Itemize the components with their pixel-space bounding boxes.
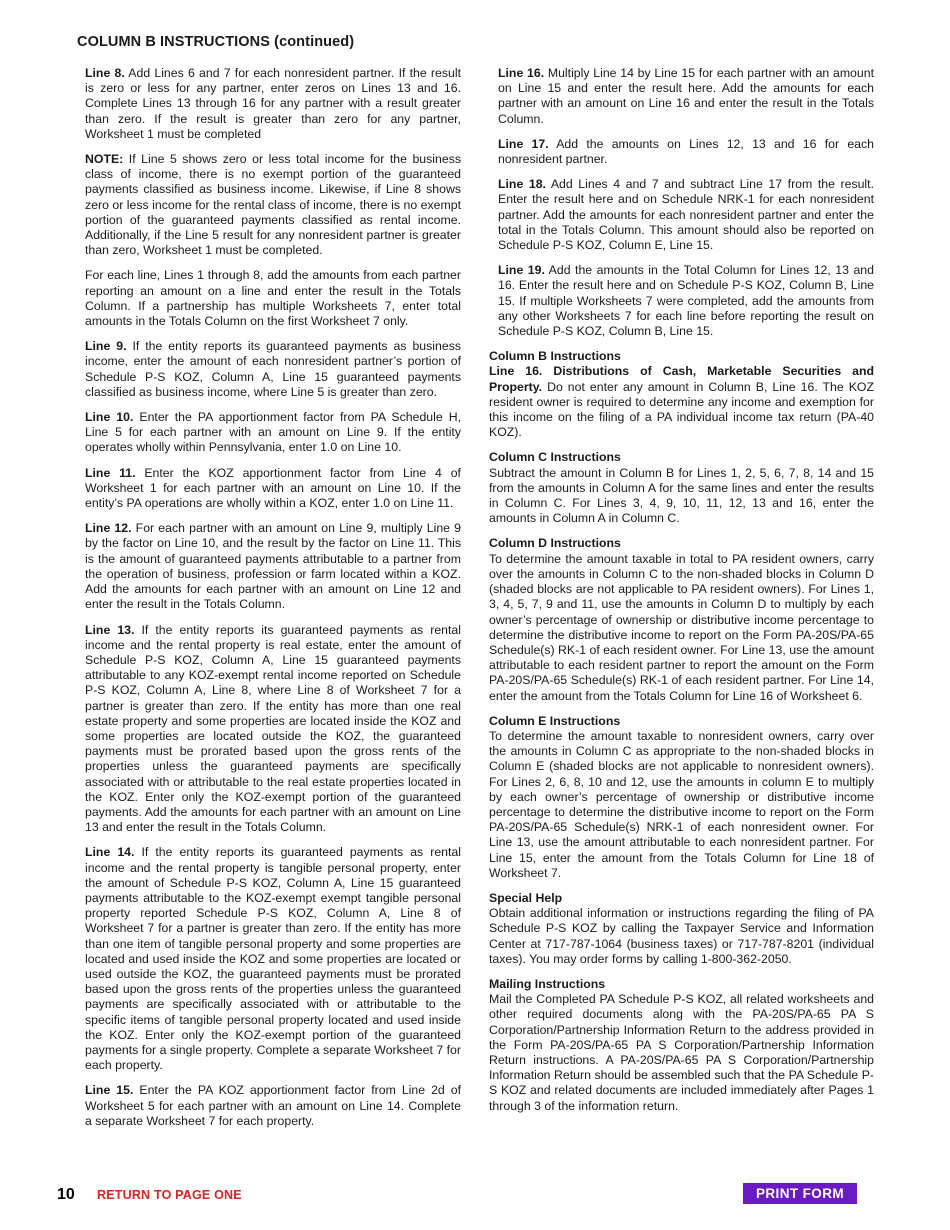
line-text: Add the amounts in the Total Column for Lines 12, 13 and 16. Enter the result here and on Schedule P-S KOZ, Column B, Line 15. If multiple Worksheets 7 were completed, add the amounts from any other Worksheets 7 for each line before reporting the result on Schedule P-S KOZ, Column B, Line 15. (498, 263, 874, 339)
note-text: If Line 5 shows zero or less total income for the business class of income, there is no exempt portion of the guaranteed payments classified as business income. Likewise, if Line 8 shows zero or less income for the rental class of income, there is no exempt portion of the guaranteed payments classified as rental income. Additionally, if the Line 5 result for any nonresident partner is greater than zero, Worksheet 1 must be completed. (85, 152, 461, 258)
instruction-line-18 (489, 177, 874, 253)
line-text: Add Lines 6 and 7 for each nonresident partner. If the result is zero or less for any partner, enter zeros on Lines 13 and 16. Complete Lines 13 through 16 for any partner with a result greater than zero. If the result is greater than zero for any partner, Worksheet 1 must be completed (85, 66, 461, 141)
note-paragraph (85, 152, 461, 258)
paragraph-text: For each line, Lines 1 through 8, add the amounts from each partner reporting an amount on a line and enter the result in the Totals Column. If a partnership has multiple Worksheets 7, enter total amounts in the Totals Column on the first Worksheet 7 only. (85, 268, 461, 329)
section-heading: Special Help (489, 890, 563, 905)
line-label: Line 11. (85, 465, 136, 480)
page-number: 10 (57, 1186, 75, 1203)
line-label: Line 8. (85, 66, 125, 80)
right-column (489, 66, 874, 1124)
section-heading: Column D Instructions (489, 536, 621, 551)
totals-paragraph (85, 268, 461, 329)
section-text: To determine the amount taxable in total to PA resident owners, carry over the amounts in Column C to the non-shaded blocks in Column D (shaded blocks are not applicable to PA resident owners). For Lines 1, 3, 4, 5, 7, 9 and 11, use the amounts in Column D to multiply by each owner’s percentage of ownership or distributive income percentage to determine the distributive income to report on the Form PA-20S/PA-65 Schedule(s) RK-1 of each resident owner. For Line 13, use the amount attributable to each resident partner to report the amount on the Form PA-20S/PA-65 Schedule(s) RK-1 of each resident partner. For Line 14, enter the amount from the Totals Column for Line 16 of Worksheet 6. (489, 551, 874, 703)
line-text: Add Lines 4 and 7 and subtract Line 17 from the result. Enter the result here and on Schedule NRK-1 for each nonresident partner. Add the amounts for each nonresident partner and enter the total in the Totals Column. This amount should also be reported on Schedule P-S KOZ, Column E, Line 15. (498, 177, 874, 253)
line-label: Line 15. (85, 1083, 134, 1098)
line-label: Line 13. (85, 622, 135, 637)
line-label: Line 17. (498, 136, 549, 151)
section-heading: Column E Instructions (489, 713, 621, 728)
line-text: For each partner with an amount on Line 9, multiply Line 9 by the factor on Line 10, and the result by the factor on Line 11. This is the amount of guaranteed payments attributable to a partner from the operation of business, profession or farm located within a KOZ. Add the amounts for each partner with an amount on Line 12 and enter the result in the Totals Column. (85, 521, 461, 612)
line-label: Line 18. (498, 177, 546, 192)
instruction-line-10 (85, 410, 461, 456)
instruction-line-17 (489, 137, 874, 167)
section-heading: Column C Instructions (489, 450, 621, 465)
instruction-line-12 (85, 521, 461, 612)
column-c-section (489, 450, 874, 526)
instruction-line-14 (85, 845, 461, 1073)
return-to-page-one-link[interactable]: RETURN TO PAGE ONE (97, 1188, 242, 1202)
section-body (489, 364, 874, 440)
line-text: Multiply Line 14 by Line 15 for each partner with an amount on Line 15 and enter the result here. Add the amounts for each partner with an amount on Line 16 and enter the result in the Totals Column. (498, 66, 874, 126)
column-d-section (489, 536, 874, 703)
instruction-line-13 (85, 623, 461, 836)
instruction-line-8 (85, 66, 461, 142)
section-text: Do not enter any amount in Column B, Line 16. The KOZ resident owner is required to determine any income and exemption for this income on the filing of a PA individual income tax return (PA-40 KOZ). (489, 379, 874, 440)
special-help-section (489, 891, 874, 967)
section-text: Subtract the amount in Column B for Lines 1, 2, 5, 6, 7, 8, 14 and 15 from the amounts in Column A for the same lines and enter the results in Column C. For Lines 3, 4, 9, 10, 11, 12, 13 and 16, enter the amounts in Column A in Column C. (489, 465, 874, 526)
line-text: Enter the PA apportionment factor from PA Schedule H, Line 5 for each partner with an amount on Line 9. If the entity operates wholly within Pennsylvania, enter 1.0 on Line 10. (85, 410, 461, 455)
instruction-line-15 (85, 1083, 461, 1129)
section-text: To determine the amount taxable to nonresident owners, carry over the amounts in Column C as appropriate to the non-shaded blocks in Column E (shaded blocks are not applicable to nonresident owners). For Lines 2, 6, 8, 10 and 12, use the amounts in column E to multiply by each owner’s percentage of ownership or distributive income percentage to determine the distributive income to report on the Form PA-20S/PA-65 Schedule(s) NRK-1 of each nonresident owner. For Line 13, use the amount attributable to each nonresident partner. For Line 15, enter the amount from the Totals Column for Line 18 of Worksheet 7. (489, 728, 874, 880)
line-label: Line 12. (85, 521, 132, 536)
print-form-button[interactable]: PRINT FORM (743, 1183, 857, 1204)
line-label: Line 19. (498, 263, 545, 278)
line-text: If the entity reports its guaranteed payments as rental income and the rental property is real estate, enter the amount of Schedule P-S KOZ, Column A, Line 15 guaranteed payments attributable to any KOZ-exempt rental income reported on Schedule P-S KOZ, Column A, Line 8, where Line 8 of Worksheet 7 for a partner is greater than zero. If the entity has more than one real estate property and some properties are located inside the KOZ and some properties are located outside the KOZ, the guaranteed payments must be prorated based upon the gross rents of the properties unless the guaranteed payments are specifically associated with or attributable to the real estate properties located in the KOZ. Enter only the KOZ-exempt portion of the guaranteed payments. Add the amounts for each partner with an amount on Line 13 and enter the result in the Totals Column. (85, 622, 461, 835)
instruction-line-11 (85, 466, 461, 512)
line-text: Enter the KOZ apportionment factor from Line 4 of Worksheet 1 for each partner with an amount on Line 10. If the entity’s PA operations are wholly within a KOZ, enter 1.0 on Line 11. (85, 465, 461, 511)
line-label: Line 14. (85, 845, 135, 860)
line-text: If the entity reports its guaranteed payments as business income, enter the amount of each nonresident partner’s portion of Schedule P-S KOZ, Column A, Line 15 guaranteed payments classified as business income, where Line 5 is greater than zero. (85, 339, 462, 399)
section-heading: Column B Instructions (489, 349, 621, 364)
section-text: Mail the Completed PA Schedule P-S KOZ, all related worksheets and other required documents along with the PA-20S/PA-65 PA S Corporation/Partnership Information Return to the address provided in the Form PA-20S/PA-65 PA S Corporation/Partnership Information Return instructions. A PA-20S/PA-65 PA S Corporation/Partnership Information Return should be assembled such that the PA Schedule P-S KOZ and related documents are included immediately after Pages 1 through 3 of the information return. (489, 992, 874, 1113)
page-footer (0, 1186, 950, 1208)
note-label: NOTE: (85, 152, 124, 167)
line-text: If the entity reports its guaranteed payments as rental income and the rental property is tangible personal property, enter the amount of Schedule P-S KOZ, Column A, Line 15 guaranteed payments attributable to the KOZ-exempt exempt tangible personal property reported Schedule P-S KOZ, Column A, Line 8 of Worksheet 7 for a partner is greater than zero. If the entity has more than one item of tangible personal property and some properties are located and used inside the KOZ and some properties are located or used outside the KOZ, the guaranteed payments must be prorated based upon the gross rents of the properties unless the guaranteed payments are specifically associated with or attributable to the specific items of tangible personal property located and used inside the KOZ. Enter only the KOZ-exempt portion of the guaranteed payments for a single property. Complete a separate Worksheet 7 for each property. (85, 845, 461, 1073)
mailing-instructions-section (489, 977, 874, 1114)
line-label: Line 16. (498, 66, 545, 80)
page-heading: COLUMN B INSTRUCTIONS (continued) (77, 34, 355, 50)
line-text: Enter the PA KOZ apportionment factor from Line 2d of Worksheet 5 for each partner with an amount on Line 14. Complete a separate Worksheet 7 for each property. (85, 1083, 461, 1128)
section-heading: Mailing Instructions (489, 976, 606, 991)
instruction-line-19 (489, 263, 874, 339)
instruction-line-16 (489, 66, 874, 127)
column-e-section (489, 714, 874, 881)
section-text: Obtain additional information or instructions regarding the filing of PA Schedule P-S KOZ by calling the Taxpayer Service and Information Center at 717-787-1064 (business taxes) or 717-787-8201 (individual taxes). You may order forms by calling 1-800-362-2050. (489, 906, 874, 966)
line-text: Add the amounts on Lines 12, 13 and 16 for each nonresident partner. (498, 136, 874, 167)
line-label: Line 9. (85, 339, 127, 354)
column-b-section (489, 349, 874, 440)
line-label: Line 16. Distributions of Cash, Marketable Securities and Property. (489, 364, 874, 394)
line-label: Line 10. (85, 410, 134, 425)
left-column (85, 66, 461, 1139)
instruction-line-9 (85, 339, 461, 400)
